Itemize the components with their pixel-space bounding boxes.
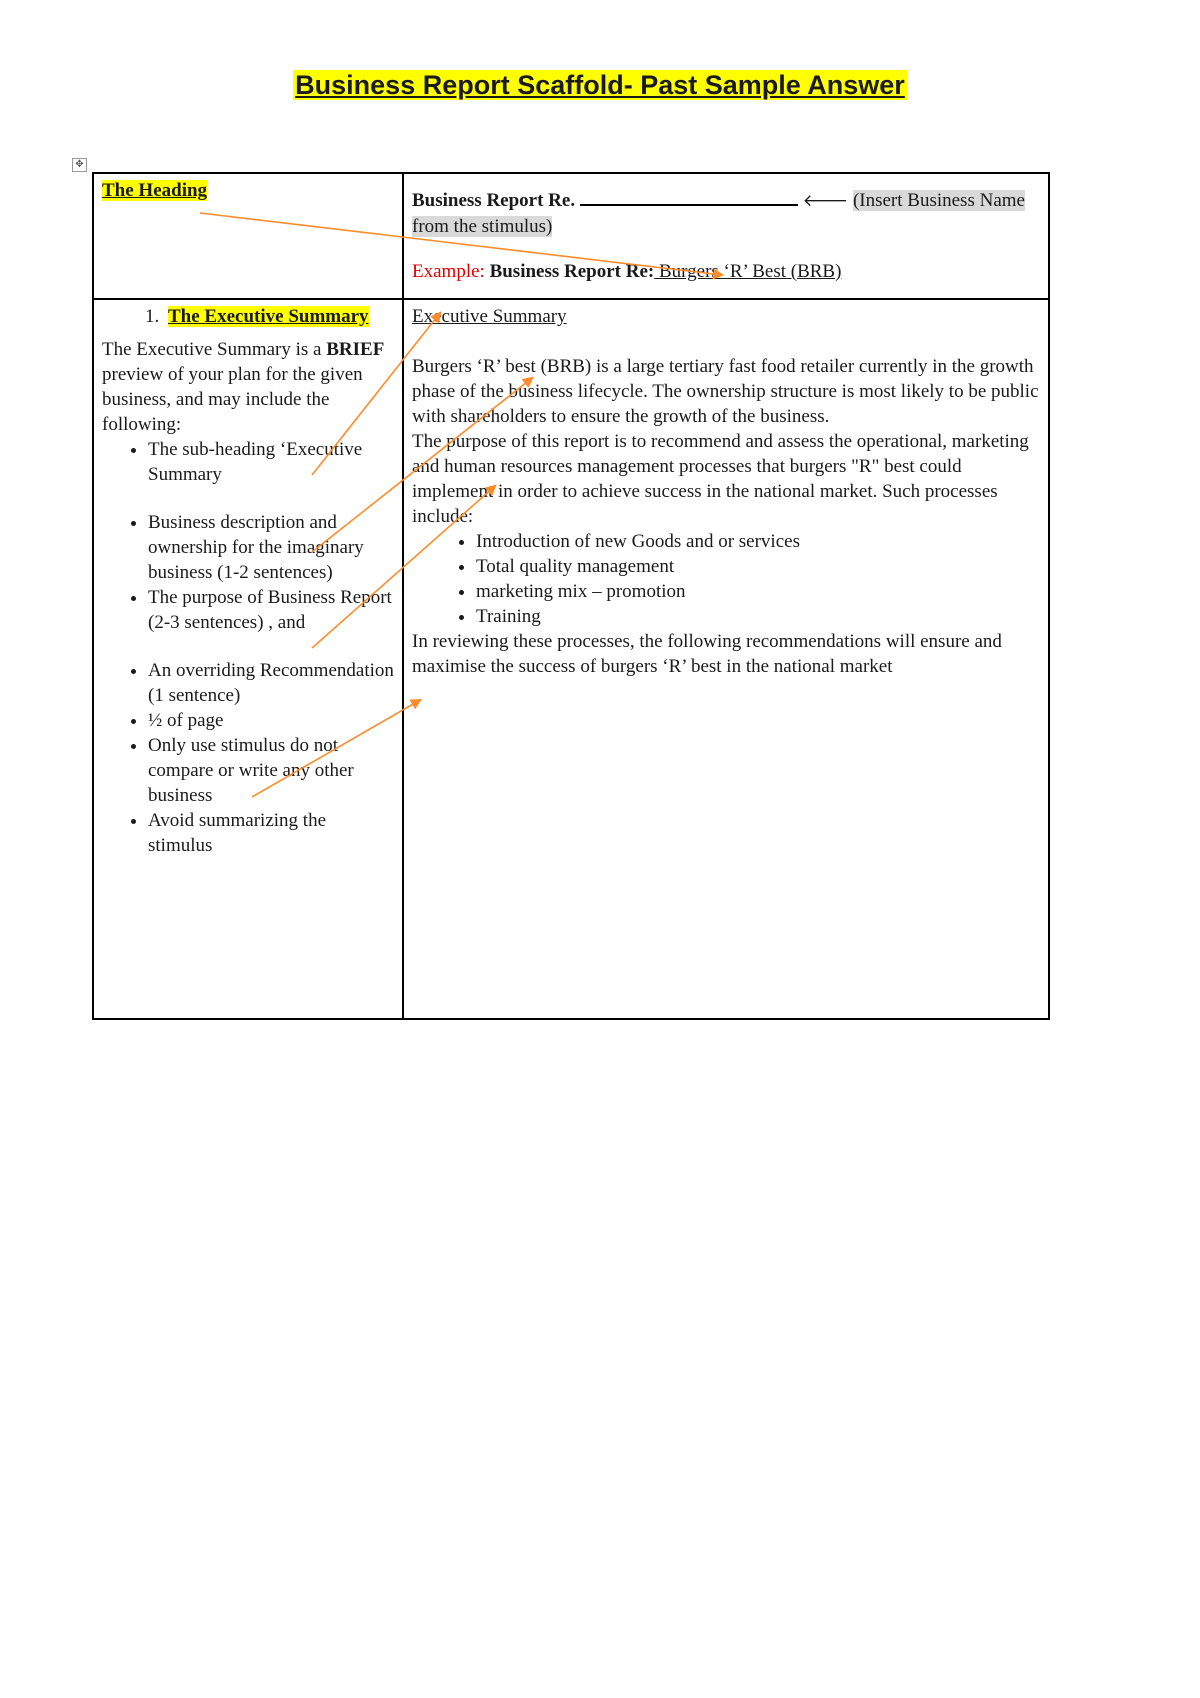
exec-numbered-list [102,304,394,329]
report-prefix: Business Report Re. [412,190,576,211]
exec-intro [102,337,394,437]
list-item: • ½ of page [148,708,394,733]
list-item: • The purpose of Business Report (2-3 sentences) , and [148,585,394,635]
insert-note: (Insert Business Name from the stimulus) [412,190,1025,237]
list-item: • marketing mix – promotion [476,579,1040,604]
exec-guide-list [102,437,394,858]
example-line [412,259,1040,284]
exec-guide-cell [93,299,403,1019]
anchor-icon[interactable]: ✥ [72,158,87,172]
list-item: • Training [476,604,1040,629]
page-title [0,70,1200,101]
sample-para-3: In reviewing these processes, the following recommendations will ensure and maximise the success of burgers ‘R’ best in the national market [412,631,1002,677]
list-item: • Introduction of new Goods and or services [476,529,1040,554]
sample-para-2: The purpose of this report is to recommend and assess the operational, marketing and human resources management processes that burgers "R" best could implement in order to achieve success in the national market. Such processes include: [412,431,1029,527]
example-prefix: Business Report Re: [489,261,655,282]
list-item: • Total quality management [476,554,1040,579]
list-item: • Business description and ownership for the imaginary business (1-2 sentences) [148,510,394,585]
intro-bold: BRIEF [326,339,385,360]
example-label: Example: [412,261,485,282]
sample-para-1: Burgers ‘R’ best (BRB) is a large tertiary fast food retailer currently in the growth phase of the business lifecycle. The ownership structure is most likely to be public with shareholders to ensure the growth of the business. [412,356,1039,427]
heading-content-cell [403,173,1049,299]
intro-plain: The Executive Summary is a [102,339,327,360]
heading-label-cell [93,173,403,299]
list-item: • Only use stimulus do not compare or write any other business [148,733,394,808]
heading-row [93,173,1049,299]
process-list [412,529,1040,629]
left-arrow-icon: 🡐 [802,191,849,211]
example-name: Burgers ‘R’ Best (BRB) [654,261,842,282]
business-name-blank[interactable] [580,186,798,206]
exec-label: The Executive Summary [168,306,369,327]
intro-rest: preview of your plan for the given business, and may include the following: [102,364,363,435]
exec-number-item [164,304,394,329]
list-item: • The sub-heading ‘Executive Summary [148,437,394,487]
sample-heading: Executive Summary [412,306,567,327]
scaffold-table [92,172,1050,1020]
title-text: Business Report Scaffold- Past Sample Answer [295,70,905,100]
heading-label: The Heading [102,180,208,201]
list-item: • Avoid summarizing the stimulus [148,808,394,858]
exec-sample-cell [403,299,1049,1019]
list-item: • An overriding Recommendation (1 sentence) [148,658,394,708]
report-line [412,186,1040,239]
exec-row [93,299,1049,1019]
